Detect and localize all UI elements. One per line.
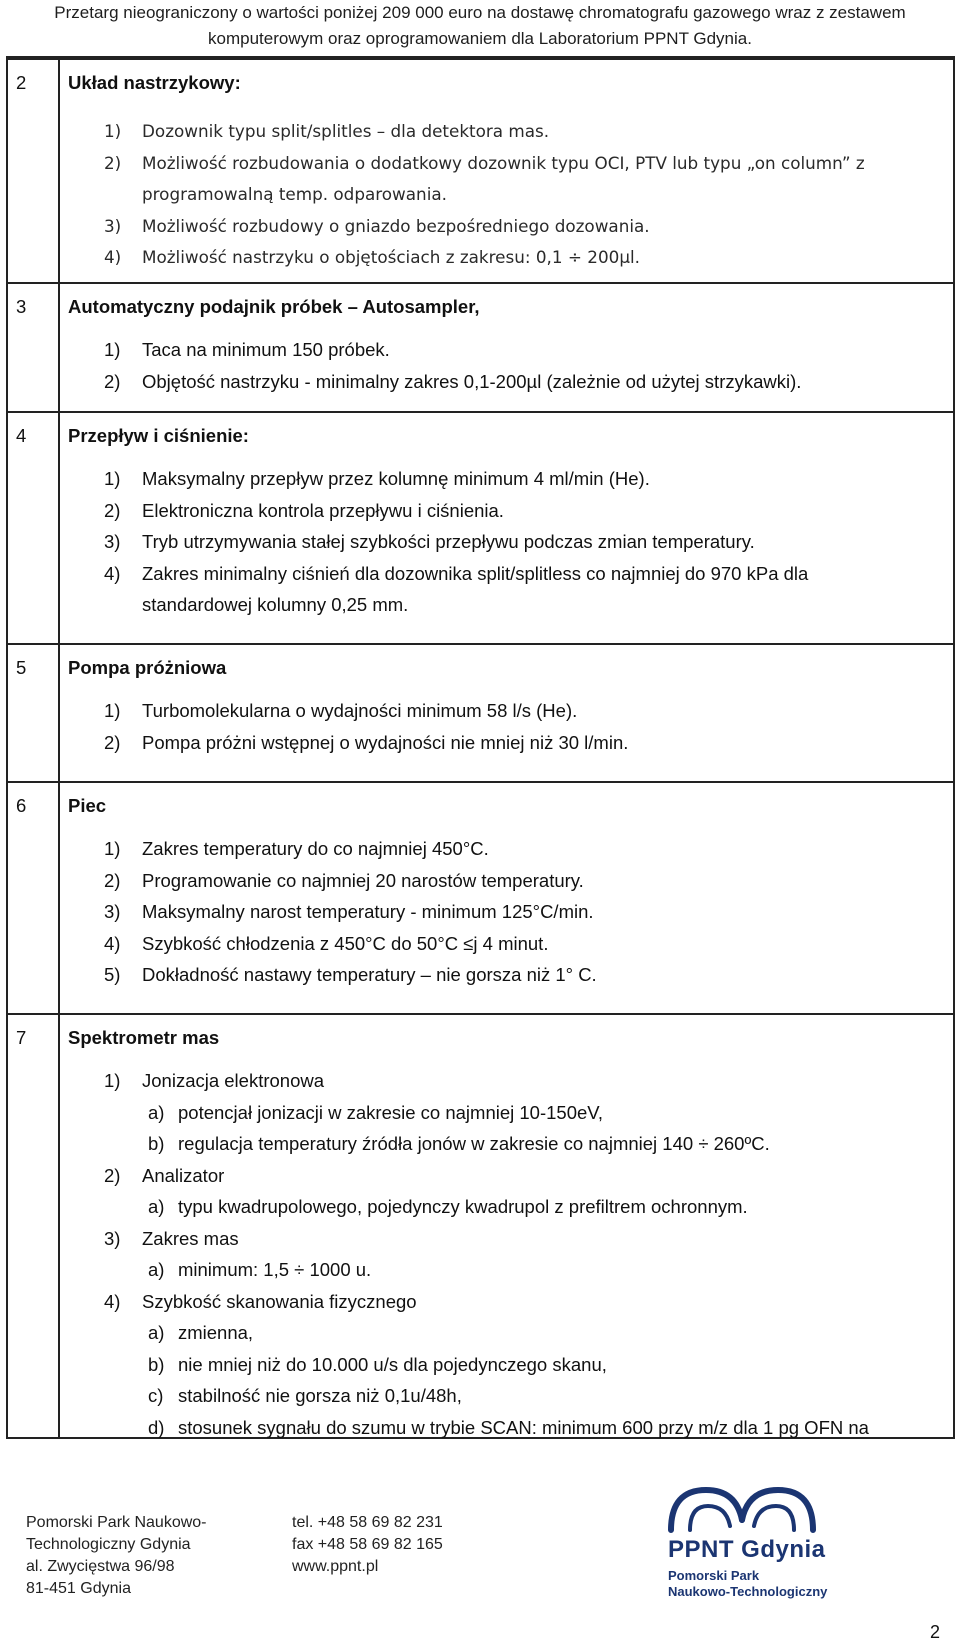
section-items — [104, 695, 943, 758]
address-line: Technologiczny Gdynia — [26, 1536, 191, 1553]
item-marker: d) — [148, 1416, 165, 1438]
section-row-7 — [8, 1013, 953, 1437]
item-text: Taca na minimum 150 próbek. — [142, 339, 390, 360]
item-marker: 1) — [104, 700, 121, 721]
section-items — [104, 463, 943, 621]
page-number: 2 — [930, 1622, 941, 1642]
section-number: 7 — [16, 1027, 27, 1048]
header-line-1: Przetarg nieograniczony o wartości poniżej 209 000 euro na dostawę chromatografu gazowego wraz z zestawem — [54, 3, 906, 22]
list-item — [104, 242, 943, 274]
sub-list-item — [104, 1380, 943, 1412]
item-marker: 4) — [104, 1290, 121, 1312]
item-marker: 2) — [104, 731, 121, 753]
item-marker: 2) — [104, 152, 122, 173]
website-link[interactable]: www.ppnt.pl — [292, 1558, 379, 1575]
header-line-2: komputerowym oraz oprogramowaniem dla Laboratorium PPNT Gdynia. — [208, 29, 752, 48]
section-row-4 — [8, 411, 953, 643]
item-text: minimum: 1,5 ÷ 1000 u. — [178, 1259, 372, 1280]
address-line: Pomorski Park Naukowo- — [26, 1514, 207, 1531]
list-item — [104, 896, 943, 928]
sub-list-item — [104, 1317, 943, 1349]
footer-address — [26, 1512, 207, 1600]
list-item — [104, 1065, 943, 1097]
item-marker: 1) — [104, 121, 122, 141]
item-marker: 2) — [104, 1164, 121, 1186]
list-item — [104, 928, 943, 960]
item-marker: a) — [148, 1101, 165, 1123]
item-marker: c) — [148, 1385, 164, 1406]
item-text: Elektroniczna kontrola przepływu i ciśnienia. — [142, 499, 504, 521]
item-marker: 3) — [104, 531, 121, 552]
item-marker: a) — [148, 1259, 165, 1280]
section-row-6 — [8, 781, 953, 1013]
item-text: Turbomolekularna o wydajności minimum 58 l/s (He). — [142, 700, 578, 721]
item-text: stosunek sygnału do szumu w trybie SCAN: minimum 600 przy m/z dla 1 pg OFN na — [178, 1416, 869, 1438]
logo-subtitle — [668, 1568, 827, 1600]
section-items — [104, 1065, 943, 1443]
item-marker: 4) — [104, 562, 121, 584]
list-item — [104, 865, 943, 897]
list-item — [104, 589, 943, 621]
list-item — [104, 116, 943, 148]
item-text: Szybkość chłodzenia z 450°C do 50°C ≤j 4 minut. — [142, 932, 549, 954]
item-marker: 4) — [104, 932, 121, 954]
list-item — [104, 833, 943, 865]
sub-list-item — [104, 1349, 943, 1381]
item-text: Pompa próżni wstępnej o wydajności nie mniej niż 30 l/min. — [142, 731, 629, 753]
list-item — [104, 334, 943, 366]
address-line: al. Zwycięstwa 96/98 — [26, 1558, 175, 1575]
section-number: 2 — [16, 72, 27, 93]
section-title: Przepływ i ciśnienie: — [68, 425, 249, 446]
spec-table — [6, 56, 955, 1439]
section-title: Spektrometr mas — [68, 1027, 220, 1048]
item-marker: 3) — [104, 1227, 121, 1249]
section-items — [104, 833, 943, 991]
section-title: Układ nastrzykowy: — [68, 72, 241, 93]
item-text: programowalną temp. odparowania. — [142, 184, 447, 204]
item-marker: 4) — [104, 247, 122, 267]
section-row-3 — [8, 282, 953, 411]
item-marker: a) — [148, 1322, 165, 1343]
item-text: potencjał jonizacji w zakresie co najmniej 10-150eV, — [178, 1101, 604, 1123]
item-text: Programowanie co najmniej 20 narostów temperatury. — [142, 869, 584, 891]
item-text: stabilność nie gorsza niż 0,1u/48h, — [178, 1385, 462, 1406]
section-number: 6 — [16, 795, 27, 816]
list-item — [104, 211, 943, 243]
item-marker: 3) — [104, 215, 122, 236]
item-marker: 2) — [104, 869, 121, 891]
sub-list-item — [104, 1191, 943, 1223]
list-item — [104, 558, 943, 590]
section-title: Automatyczny podajnik próbek – Autosampler, — [68, 296, 480, 317]
list-item — [104, 695, 943, 727]
item-text: Analizator — [142, 1164, 225, 1186]
item-marker: 1) — [104, 468, 121, 489]
item-text: Dozownik typu split/splitles – dla detektora mas. — [142, 121, 550, 141]
item-text: Tryb utrzymywania stałej szybkości przepływu podczas zmian temperatury. — [142, 531, 755, 552]
item-marker: 5) — [104, 964, 121, 985]
section-row-5 — [8, 643, 953, 781]
section-number: 4 — [16, 425, 27, 446]
list-item — [104, 526, 943, 558]
item-text: typu kwadrupolowego, pojedynczy kwadrupol z prefiltrem ochronnym. — [178, 1196, 748, 1217]
item-text: Dokładność nastawy temperatury – nie gorsza niż 1° C. — [142, 964, 597, 985]
item-text: Objętość nastrzyku - minimalny zakres 0,1-200µl (zależnie od użytej strzykawki). — [142, 370, 802, 392]
item-marker: 1) — [104, 838, 121, 859]
phone-line: tel. +48 58 69 82 231 — [292, 1514, 443, 1531]
item-marker: 1) — [104, 339, 121, 360]
logo-subtitle-line: Pomorski Park — [668, 1568, 760, 1583]
section-title: Piec — [68, 795, 107, 816]
list-item — [104, 495, 943, 527]
list-item — [104, 179, 943, 211]
item-text: standardowej kolumny 0,25 mm. — [142, 594, 409, 615]
item-marker: 2) — [104, 499, 121, 521]
item-marker: b) — [148, 1353, 165, 1375]
item-marker: 2) — [104, 370, 121, 392]
item-text: Zakres temperatury do co najmniej 450°C. — [142, 838, 489, 859]
item-text: Maksymalny przepływ przez kolumnę minimum 4 ml/min (He). — [142, 468, 650, 489]
section-row-2 — [8, 58, 953, 282]
item-text: Szybkość skanowania fizycznego — [142, 1290, 417, 1312]
item-text: Możliwość rozbudowania o dodatkowy dozownik typu OCI, PTV lub typu „on column” z — [142, 152, 865, 173]
list-item — [104, 1160, 943, 1192]
sub-list-item — [104, 1254, 943, 1286]
list-item — [104, 1223, 943, 1255]
list-item — [104, 463, 943, 495]
list-item — [104, 148, 943, 180]
item-text: Zakres mas — [142, 1227, 239, 1249]
section-number: 5 — [16, 657, 27, 678]
section-title: Pompa próżniowa — [68, 657, 227, 678]
item-marker: 1) — [104, 1070, 121, 1091]
sub-list-item — [104, 1097, 943, 1129]
section-items — [104, 334, 943, 397]
section-items — [104, 116, 943, 274]
item-marker: 3) — [104, 901, 121, 922]
logo-arches-icon — [668, 1482, 818, 1534]
sub-list-item — [104, 1128, 943, 1160]
list-item — [104, 366, 943, 398]
section-number: 3 — [16, 296, 27, 317]
address-line: 81-451 Gdynia — [26, 1580, 131, 1597]
item-text: Możliwość nastrzyku o objętościach z zakresu: 0,1 ÷ 200µl. — [142, 247, 640, 267]
list-item — [104, 1286, 943, 1318]
item-text: nie mniej niż do 10.000 u/s dla pojedynczego skanu, — [178, 1353, 607, 1375]
item-marker: a) — [148, 1196, 165, 1217]
list-item — [104, 727, 943, 759]
sub-list-item — [104, 1412, 943, 1444]
item-text: Możliwość rozbudowy o gniazdo bezpośredniego dozowania. — [142, 215, 650, 236]
item-text: Jonizacja elektronowa — [142, 1070, 325, 1091]
item-text: Zakres minimalny ciśnień dla dozownika split/splitless co najmniej do 970 kPa dla — [142, 562, 809, 584]
ppnt-logo — [668, 1482, 828, 1602]
item-marker: b) — [148, 1133, 165, 1154]
item-text: zmienna, — [178, 1322, 254, 1343]
logo-title: PPNT Gdynia — [668, 1536, 826, 1563]
logo-subtitle-line: Naukowo-Technologiczny — [668, 1584, 828, 1599]
item-text: regulacja temperatury źródła jonów w zakresie co najmniej 140 ÷ 260ºC. — [178, 1133, 770, 1154]
page-header — [0, 0, 960, 52]
item-text: Maksymalny narost temperatury - minimum 125°C/min. — [142, 901, 594, 922]
footer-contact — [292, 1512, 443, 1578]
list-item — [104, 959, 943, 991]
fax-line: fax +48 58 69 82 165 — [292, 1536, 443, 1553]
